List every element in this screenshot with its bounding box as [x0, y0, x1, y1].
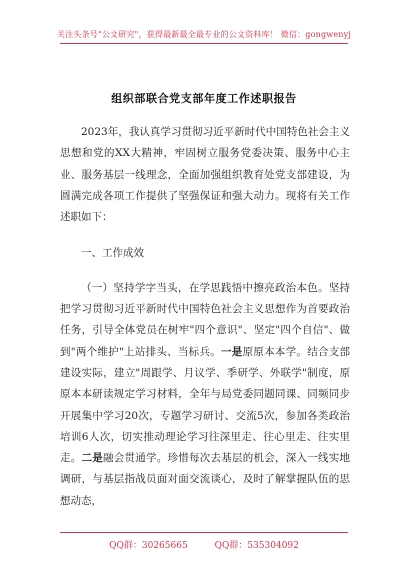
- section-heading: 一、工作成效: [81, 247, 144, 260]
- document-title: 组织部联合党支部年度工作述职报告: [111, 92, 297, 105]
- bold-marker-first: 一是: [221, 345, 243, 358]
- page-header: [0, 0, 408, 60]
- paragraph-text: 原原本本学。结合支部建设实际，建立"周跟学、月议学、季研学、外联学"制度，原原本本研读规定学习材料，全年与局党委同题同课、同频同步开展集中学习20次，专题学习研讨、交流5次，参加各类政治培训6人次，切实推动理论学习往深里走、往心里走、往实里走。: [60, 345, 351, 465]
- document-body: [60, 122, 350, 512]
- paragraph-text: 融会贯通学。珍惜每次去基层的机会，深入一线实地调研，与基层指战员面对面交流谈心，及时了解掌握队伍的思想动态，: [60, 452, 350, 507]
- paragraph-text: （一）坚持学字当头，在学思践悟中擦亮政治本色。坚持把学习贯彻习近平新时代中国特色社会主义思想作为首要政治任务，引导全体党员在树牢"四个意识"、坚定"四个自信"、做到"两个维护"上站排头、当标兵。: [60, 281, 350, 358]
- bold-marker-second: 二是: [81, 452, 103, 465]
- header-banner-text: 关注头条号"公文研究"，获得最新最全最专业的公文资料库！ 微信：gongwenyj: [56, 30, 352, 39]
- footer-qq-group-1: QQ群：30265665: [109, 541, 188, 551]
- intro-paragraph: 2023年，我认真学习贯彻习近平新时代中国特色社会主义思想和党的XX大精神，牢固树立服务党委决策、服务中心主业、服务基层一线理念，全面加强组织教育处党支部建设，为圆满完成各项工作提供了坚强保证和强大动力。现将有关工作述职如下：: [60, 126, 350, 224]
- footer-divider: [60, 532, 348, 533]
- footer-qq-group-2: QQ群：535304092: [214, 541, 299, 551]
- body-paragraph: [60, 278, 350, 512]
- header-divider: [60, 43, 348, 44]
- footer-contact: [60, 538, 348, 551]
- page-footer: [60, 532, 348, 562]
